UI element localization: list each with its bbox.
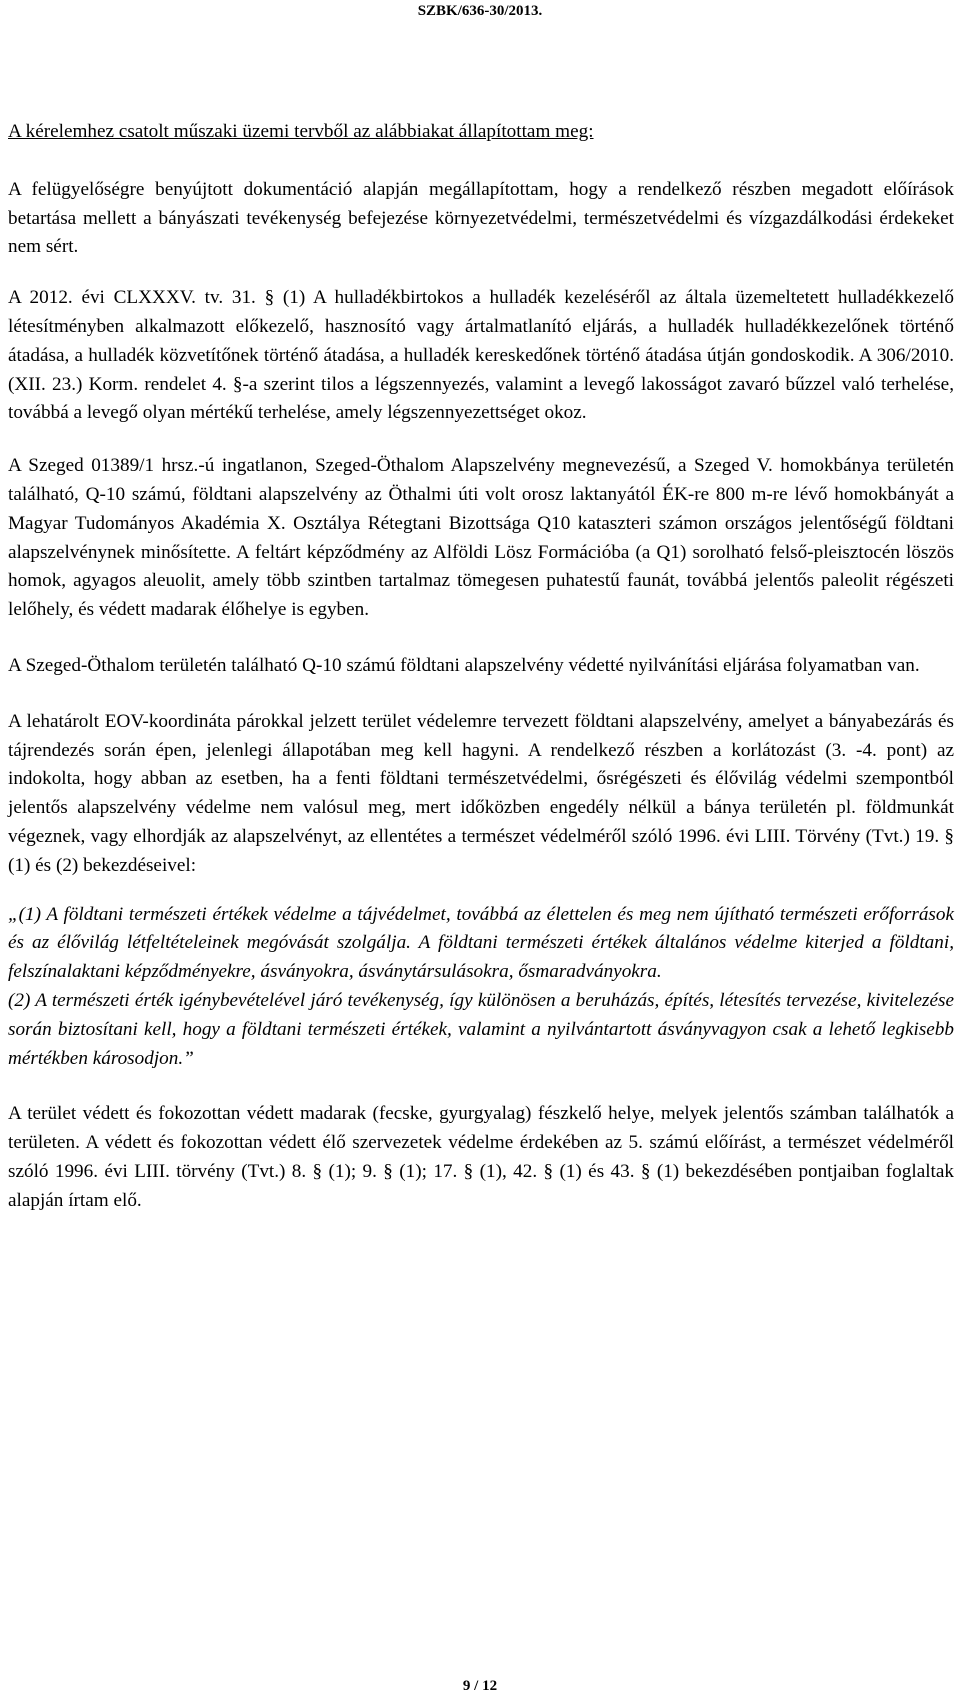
document-body bbox=[8, 118, 954, 1216]
paragraph-geological-profile: A Szeged 01389/1 hrsz.-ú ingatlanon, Szeged-Öthalom Alapszelvény megnevezésű, a Szeged V. homokbánya területén található, Q-10 számú, földtani alapszelvény az Öthalmi úti volt orosz laktanyától ÉK-re 800 m-re lévő homokbányát a Magyar Tudományos Akadémia X. Osztálya Rétegtani Bizottsága Q10 kataszteri számon országos jelentőségű földtani alapszelvénynek minősítette. A feltárt képződmény az Alföldi Lösz Formációba (a Q1) sorolható felső-pleisztocén löszös homok, agyagos aleuolit, amely több szintben tartalmaz tömegesen puhatestű faunát, továbbá jelentős paleolit régészeti lelőhely, és védett madarak élőhelye is egyben. bbox=[8, 455, 954, 621]
page-number: 9 / 12 bbox=[462, 1678, 498, 1694]
paragraph-waste-regulation: A 2012. évi CLXXXV. tv. 31. § (1) A hulladékbirtokos a hulladék kezeléséről az általa üzemeltetett hulladékkezelő létesítményben alkalmazott előkezelő, hasznosító vagy ártalmatlanító eljárás, a hulladék hulladékkezelőnek történő átadása, a hulladék közvetítőnek történő átadása, a hulladék kereskedőnek történő átadása útján gondoskodik. A 306/2010. (XII. 23.) Korm. rendelet 4. §-a szerint tilos a légszennyezés, valamint a levegő lakosságot zavaró bűzzel való terhelése, továbbá a levegő olyan mértékű terhelése, amely légszennyezettséget okoz. bbox=[8, 287, 954, 424]
legal-quote-paragraph-2: (2) A természeti érték igénybevételével járó tevékenység, így különösen a beruházás, építés, létesítés tervezése, kivitelezése során biztosítani kell, hogy a földtani természeti értékek, valamint a nyilvántartott ásványvagyon csak a lehető legkisebb mértékben károsodjon.” bbox=[8, 989, 954, 1069]
paragraph-findings: A felügyelőségre benyújtott dokumentáció alapján megállapítottam, hogy a rendelkező részben megadott előírások betartása mellett a bányászati tevékenység befejezése környezetvédelmi, természetvédelmi és vízgazdálkodási érdekeket nem sért. bbox=[8, 178, 954, 258]
document-number-header: SZBK/636-30/2013. bbox=[417, 3, 543, 19]
legal-quote-paragraph-1: „(1) A földtani természeti értékek védelme a tájvédelmet, továbbá az élettelen és meg nem újítható természeti erőforrások és az élővilág létfeltételeinek megóvását szolgálja. A földtani természeti értékek általános védelme kiterjed a földtani, felszínalaktani képződményekre, ásványokra, ásványtársulásokra, ősmaradványokra. bbox=[8, 903, 954, 983]
paragraph-protection-procedure: A Szeged-Öthalom területén található Q-10 számú földtani alapszelvény védetté nyilvánítási eljárása folyamatban van. bbox=[8, 654, 920, 676]
paragraph-protected-birds: A terület védett és fokozottan védett madarak (fecske, gyurgyalag) fészkelő helye, melyek jelentős számban találhatók a területen. A védett és fokozottan védett élő szervezetek védelme érdekében az 5. számú előírást, a természet védelméről szóló 1996. évi LIII. törvény (Tvt.) 8. § (1); 9. § (1); 17. § (1), 42. § (1) és 43. § (1) bekezdésében pontjaiban foglaltak alapján írtam elő. bbox=[8, 1103, 954, 1211]
paragraph-restriction-justification: A lehatárolt EOV-koordináta párokkal jelzett terület védelemre tervezett földtani alapszelvény, amelyet a bányabezárás és tájrendezés során épen, jelenlegi állapotában meg kell hagyni. A rendelkező részben a korlátozást (3. -4. pont) az indokolta, hogy abban az esetben, ha a fenti földtani természetvédelmi, ősrégészeti és élővilág védelmi szempontból jelentős alapszelvény védelme nem valósul meg, mert időközben engedély nélkül a bánya területén pl. földmunkát végeznek, vagy elhordják az alapszelvényt, az ellentétes a természet védelméről szóló 1996. évi LIII. Törvény (Tvt.) 19. § (1) és (2) bekezdéseivel: bbox=[8, 710, 954, 876]
section-heading: A kérelemhez csatolt műszaki üzemi tervből az alábbiakat állapítottam meg: bbox=[8, 121, 594, 142]
